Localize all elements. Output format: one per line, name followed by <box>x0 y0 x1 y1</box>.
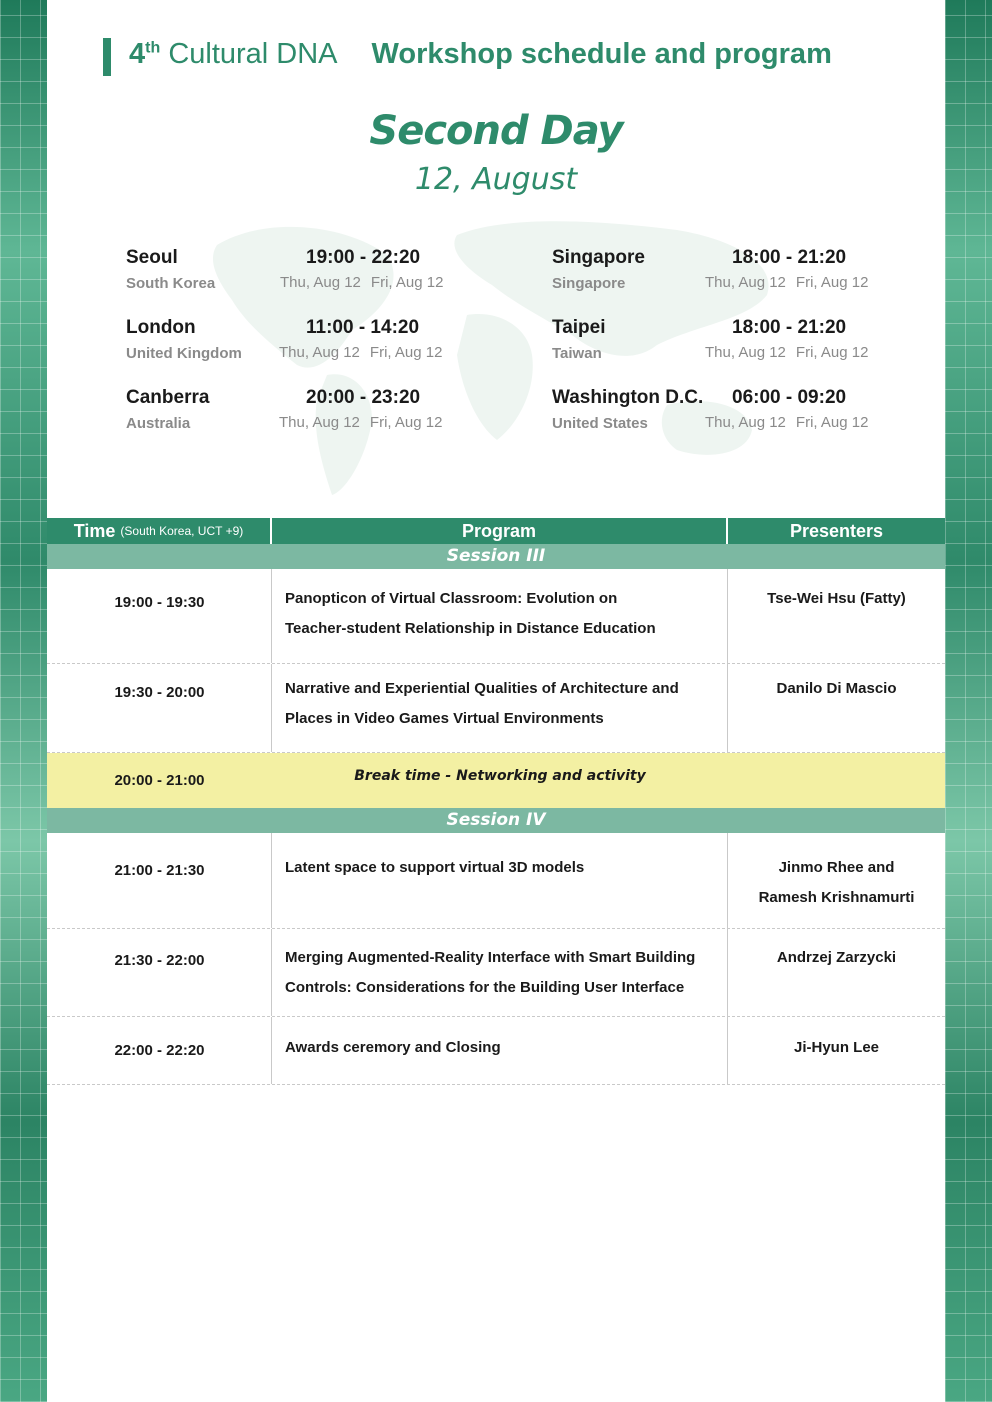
presenter-line: Jinmo Rhee and <box>778 859 895 876</box>
program-line: Narrative and Experiential Qualities of Architecture and <box>285 680 679 697</box>
timezone-start-date: Thu, Aug 12 <box>279 344 360 361</box>
row-time: 21:30 - 22:00 <box>114 952 205 969</box>
header-accent-bar <box>103 38 111 76</box>
presenter-line: Danilo Di Mascio <box>776 680 897 697</box>
timezone-time: 18:00 - 21:20 <box>732 317 847 338</box>
timezone-dates <box>279 344 452 361</box>
timezone-end-date: Fri, Aug 12 <box>369 344 443 361</box>
timezone-time: 06:00 - 09:20 <box>732 387 847 408</box>
table-row <box>47 833 945 929</box>
edition-suffix: th <box>145 39 161 57</box>
event-name: Cultural DNA <box>168 38 338 70</box>
decorative-side-panel-left <box>0 0 47 1402</box>
timezone-london <box>126 317 443 362</box>
timezone-country: United States <box>552 415 648 432</box>
timezone-city: Seoul <box>126 247 178 268</box>
break-label: Break time - Networking and activity <box>354 768 646 784</box>
timezone-dates <box>705 344 878 361</box>
timezone-city: Washington D.C. <box>552 387 704 408</box>
column-header-presenters: Presenters <box>789 520 884 541</box>
presenter-line: Andrzej Zarzycki <box>776 949 897 966</box>
timezone-time: 18:00 - 21:20 <box>732 247 847 268</box>
column-header-time <box>47 518 272 544</box>
row-presenter <box>728 943 945 973</box>
day-title: Second Day <box>369 108 623 154</box>
timezone-start-date: Thu, Aug 12 <box>705 274 786 291</box>
timezone-city: Canberra <box>126 387 210 408</box>
column-divider <box>271 569 272 663</box>
program-line: Latent space to support virtual 3D models <box>285 859 585 876</box>
program-line: Teacher-student Relationship in Distance Education <box>285 620 656 637</box>
timezone-dates <box>705 274 878 291</box>
timezone-dates <box>280 274 453 291</box>
column-divider <box>271 833 272 928</box>
row-program <box>285 674 725 734</box>
edition-number: 4 <box>129 38 146 70</box>
timezone-start-date: Thu, Aug 12 <box>705 344 786 361</box>
timezone-singapore <box>552 247 869 292</box>
page-header <box>129 38 832 78</box>
timezone-country: South Korea <box>126 275 216 292</box>
decorative-side-panel-right <box>945 0 992 1402</box>
row-program <box>285 1033 725 1063</box>
timezone-end-date: Fri, Aug 12 <box>370 274 444 291</box>
event-title <box>129 38 338 71</box>
break-time: 20:00 - 21:00 <box>114 772 205 789</box>
presenter-line: Tse-Wei Hsu (Fatty) <box>767 590 906 607</box>
timezone-canberra <box>126 387 443 432</box>
timezone-end-date: Fri, Aug 12 <box>369 414 443 431</box>
day-date: 12, August <box>414 162 578 197</box>
row-presenter <box>728 674 945 704</box>
schedule-table-header <box>47 518 945 544</box>
timezone-city: London <box>126 317 196 338</box>
timezone-start-date: Thu, Aug 12 <box>279 414 360 431</box>
row-presenter <box>728 584 945 614</box>
timezone-country: Taiwan <box>552 345 602 362</box>
timezone-washington <box>552 387 869 432</box>
break-row <box>47 753 945 808</box>
timezone-dates <box>279 414 452 431</box>
timezone-start-date: Thu, Aug 12 <box>705 414 786 431</box>
program-line: Awards ceremory and Closing <box>285 1039 501 1056</box>
timezone-country: United Kingdom <box>126 345 242 362</box>
timezone-time: 20:00 - 23:20 <box>306 387 421 408</box>
program-line: Merging Augmented-Reality Interface with Smart Building <box>285 949 696 966</box>
timezone-end-date: Fri, Aug 12 <box>795 274 869 291</box>
timezone-country: Australia <box>126 415 191 432</box>
schedule-page <box>47 0 945 1402</box>
row-presenter <box>728 1033 945 1063</box>
row-program <box>285 943 725 1003</box>
document-title: Workshop schedule and program <box>371 38 832 70</box>
timezone-country: Singapore <box>552 275 626 292</box>
row-time: 22:00 - 22:20 <box>114 1042 205 1059</box>
timezone-taipei <box>552 317 869 362</box>
presenter-line: Ramesh Krishnamurti <box>758 889 915 906</box>
presenter-line: Ji-Hyun Lee <box>793 1039 880 1056</box>
program-line: Controls: Considerations for the Building User Interface <box>285 979 685 996</box>
timezone-city: Taipei <box>552 317 606 338</box>
column-divider <box>271 929 272 1016</box>
timezone-seoul <box>126 247 444 292</box>
column-header-program: Program <box>272 518 728 544</box>
timezone-time: 19:00 - 22:20 <box>306 247 421 268</box>
session-header: Session IV <box>47 808 945 833</box>
row-time: 21:00 - 21:30 <box>114 862 205 879</box>
row-presenter <box>728 853 945 913</box>
timezone-city: Singapore <box>552 247 645 268</box>
table-row <box>47 929 945 1017</box>
timezone-dates <box>705 414 878 431</box>
table-row <box>47 664 945 753</box>
row-program <box>285 853 725 883</box>
column-divider <box>271 664 272 752</box>
table-row <box>47 569 945 664</box>
row-time: 19:30 - 20:00 <box>114 684 205 701</box>
timezone-end-date: Fri, Aug 12 <box>795 344 869 361</box>
timezone-start-date: Thu, Aug 12 <box>280 274 361 291</box>
session-header: Session III <box>47 544 945 569</box>
time-header-label: Time <box>73 520 116 541</box>
program-line: Panopticon of Virtual Classroom: Evolution on <box>285 590 618 607</box>
time-header-note: (South Korea, UCT +9) <box>120 524 244 538</box>
row-time: 19:00 - 19:30 <box>114 594 205 611</box>
timezone-end-date: Fri, Aug 12 <box>795 414 869 431</box>
row-program <box>285 584 725 644</box>
timezone-time: 11:00 - 14:20 <box>306 317 420 338</box>
program-line: Places in Video Games Virtual Environments <box>285 710 604 727</box>
table-row <box>47 1017 945 1085</box>
